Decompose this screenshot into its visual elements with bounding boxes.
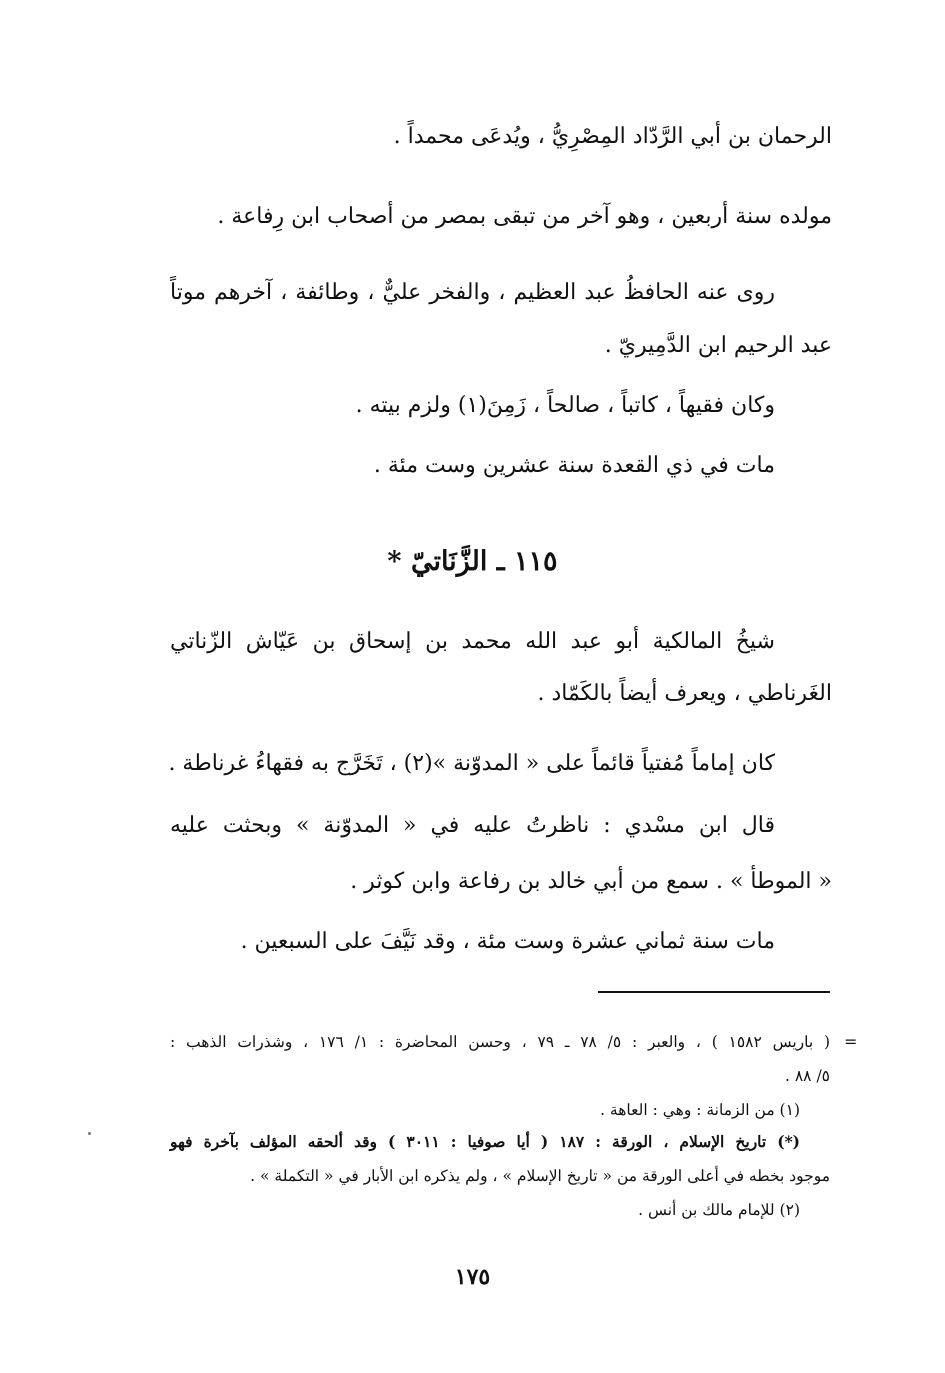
footnote-star-line-2: موجود بخطه في أعلى الورقة من « تاريخ الإسلام » ، ولم يذكره ابن الأبار في « التكملة » . [250,1167,830,1185]
body-line-12: مات سنة ثماني عشرة وست مئة ، وقد نَيَّفَ على السبعين . [240,929,775,954]
footnote-1: (١) من الزمانة : وهي : العاهة . [600,1101,800,1119]
body-line-2: مولده سنة أربعين ، وهو آخر من تبقى بمصر من أصحاب ابن رِفاعة . [217,204,832,229]
body-line-10: قال ابن مسْدي : ناظرتُ عليه في « المدوّنة » وبحثت عليه [170,813,775,838]
body-line-11: « الموطأ » . سمع من أبي خالد بن رفاعة وابن كوثر . [350,869,832,894]
page-speck [88,1132,91,1135]
body-line-8: الغَرناطي ، ويعرف أيضاً بالكَمّاد . [537,681,832,706]
body-line-4: عبد الرحيم ابن الدَّمِيريّ . [604,333,832,358]
footnote-2: (٢) للإمام مالك بن أنس . [638,1201,800,1219]
page-number: ١٧٥ [454,1264,491,1290]
footnote-continuation-mark: = [844,1032,858,1051]
body-line-6: مات في ذي القعدة سنة عشرين وست مئة . [373,453,775,478]
footnote-separator [598,991,830,993]
entry-heading: ١١٥ ـ الزَّنَاتيّ * [387,546,558,577]
footnote-star-line-1: (*) تاريخ الإسلام ، الورقة : ١٨٧ ( أيا صوفيا : ٣٠١١ ) وقد ألحقه المؤلف بآخرة فهو [170,1132,801,1151]
body-line-9: كان إماماً مُفتياً قائماً على « المدوّنة »(٢) ، تَخَرَّج به فقهاءُ غرناطة . [168,751,775,776]
body-line-1: الرحمان بن أبي الرَّدّاد المِصْرِيُّ ، ويُدعَى محمداً . [393,124,832,149]
body-line-7: شيخُ المالكية أبو عبد الله محمد بن إسحاق بن عَيّاش الزّناتي [170,629,775,654]
body-line-5: وكان فقيهاً ، كاتباً ، صالحاً ، زَمِنَ(١) ولزم بيته . [355,393,775,418]
footnote-line-2: ٥/ ٨٨ . [785,1067,830,1085]
footnote-line-1: ( باريس ١٥٨٢ ) ، والعبر : ٥/ ٧٨ ـ ٧٩ ، وحسن المحاضرة : ١/ ١٧٦ ، وشذرات الذهب : [170,1033,831,1051]
body-line-3: روى عنه الحافظُ عبد العظيم ، والفخر عليٌّ ، وطائفة ، آخرهم موتاً [170,280,775,305]
